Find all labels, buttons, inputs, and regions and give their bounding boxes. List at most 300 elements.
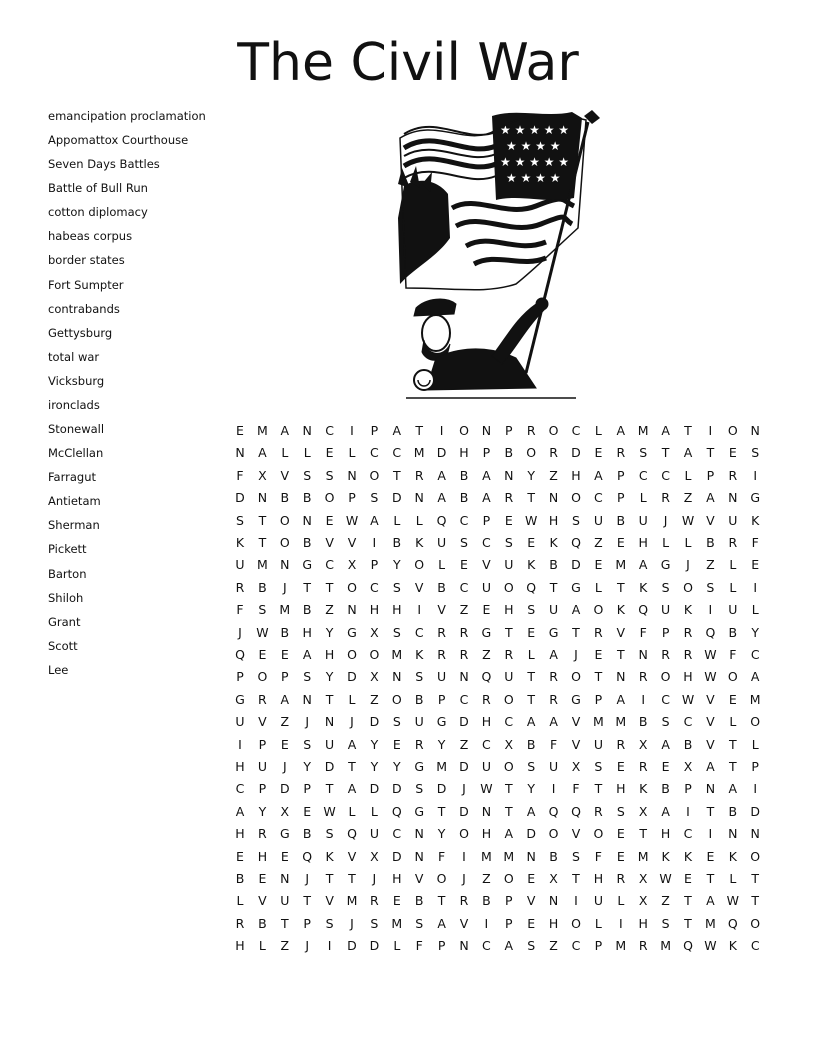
grid-letter: M (256, 557, 268, 573)
grid-letter: Y (370, 736, 379, 752)
word-list-item: Appomattox Courthouse (48, 133, 189, 148)
grid-letter: P (258, 781, 267, 797)
grid-letter: Q (347, 826, 357, 842)
grid-letter: S (415, 781, 424, 797)
grid-letter: L (594, 579, 602, 595)
grid-letter: O (750, 915, 761, 931)
grid-letter: J (686, 557, 690, 573)
grid-letter: W (704, 669, 717, 685)
grid-letter: Y (325, 669, 334, 685)
grid-letter: S (325, 826, 334, 842)
grid-letter: V (482, 557, 491, 573)
grid-letter: B (459, 467, 469, 483)
grid-letter: Y (437, 826, 446, 842)
page-title: The Civil War (237, 33, 579, 93)
grid-letter: E (258, 647, 267, 662)
grid-letter: L (281, 445, 289, 461)
grid-letter: Q (526, 579, 537, 595)
grid-letter: V (706, 714, 715, 730)
grid-letter: I (753, 579, 758, 595)
grid-letter: K (616, 602, 625, 618)
grid-letter: H (616, 781, 626, 797)
grid-letter: E (280, 848, 289, 864)
grid-letter: K (639, 781, 648, 797)
grid-letter: F (437, 848, 446, 864)
grid-letter: M (436, 759, 447, 774)
grid-letter: U (369, 826, 379, 842)
grid-letter: N (302, 512, 312, 528)
grid-letter: M (346, 893, 358, 909)
grid-letter: R (414, 467, 424, 483)
grid-letter: R (594, 624, 603, 640)
grid-letter: R (661, 490, 670, 506)
grid-letter: G (235, 691, 245, 707)
grid-letter: E (527, 915, 536, 931)
grid-letter: L (393, 938, 401, 954)
grid-letter: F (549, 736, 558, 752)
grid-letter: S (572, 512, 580, 528)
grid-letter: O (727, 423, 738, 438)
grid-letter: I (618, 915, 623, 931)
grid-letter: C (482, 938, 491, 954)
grid-letter: S (415, 915, 424, 931)
grid-letter: U (593, 736, 603, 752)
grid-letter: V (571, 826, 581, 842)
grid-letter: P (661, 624, 670, 640)
grid-letter: G (347, 624, 357, 640)
grid-letter: O (503, 691, 514, 707)
grid-letter: V (706, 512, 715, 528)
grid-letter: N (750, 423, 760, 438)
grid-letter: E (594, 445, 603, 461)
word-list-item: Lee (48, 662, 69, 677)
grid-letter: S (258, 602, 267, 618)
grid-letter: A (280, 423, 290, 438)
grid-letter: W (323, 803, 336, 819)
grid-letter: P (684, 781, 692, 797)
word-list-item: Sherman (48, 518, 100, 533)
grid-letter: C (661, 691, 670, 707)
grid-letter: T (527, 669, 535, 685)
grid-letter: P (258, 736, 267, 752)
grid-letter: E (728, 691, 737, 707)
grid-letter: O (750, 714, 761, 730)
grid-letter: J (574, 647, 578, 662)
grid-letter: M (279, 602, 291, 618)
grid-letter: G (660, 557, 671, 573)
grid-letter: O (279, 535, 290, 550)
grid-letter: N (257, 490, 268, 506)
grid-letter: A (661, 803, 670, 819)
grid-letter: M (660, 938, 671, 954)
grid-letter: A (235, 803, 245, 819)
grid-letter: W (256, 624, 269, 640)
grid-letter: E (392, 736, 401, 752)
grid-letter: E (325, 445, 334, 461)
grid-letter: V (616, 624, 626, 640)
grid-letter: N (392, 669, 402, 685)
word-list-item: Seven Days Battles (48, 157, 160, 172)
grid-letter: O (436, 871, 447, 886)
grid-letter: J (305, 714, 310, 730)
grid-letter: H (392, 602, 402, 618)
grid-letter: R (638, 759, 648, 774)
grid-letter: L (348, 803, 356, 819)
grid-letter: Q (683, 938, 693, 954)
grid-letter: S (236, 512, 244, 528)
grid-letter: D (235, 490, 245, 506)
grid-letter: F (415, 938, 423, 954)
grid-letter: P (437, 938, 446, 954)
grid-letter: V (437, 602, 446, 618)
grid-letter: A (549, 647, 558, 662)
grid-letter: S (303, 467, 312, 483)
grid-letter: E (527, 871, 536, 886)
word-list-item: Barton (48, 566, 87, 581)
word-list-item: Farragut (48, 470, 97, 485)
grid-letter: H (235, 826, 245, 842)
grid-letter: H (459, 445, 469, 461)
grid-letter: O (660, 669, 671, 685)
word-list-item: McClellan (48, 446, 104, 461)
grid-letter: H (593, 871, 604, 886)
grid-letter: C (571, 423, 581, 438)
grid-letter: X (258, 467, 267, 483)
grid-letter: B (437, 579, 446, 595)
grid-letter: E (751, 557, 760, 573)
grid-letter: B (280, 490, 290, 506)
grid-letter: I (708, 826, 713, 842)
soldier-with-flag-illustration (396, 108, 606, 406)
grid-letter: T (437, 893, 446, 909)
grid-letter: H (302, 624, 312, 640)
grid-letter: A (526, 803, 536, 819)
grid-letter: A (706, 759, 715, 774)
grid-letter: R (370, 893, 379, 909)
grid-letter: C (504, 714, 514, 730)
grid-letter: U (325, 736, 335, 752)
grid-letter: Q (235, 647, 245, 662)
grid-letter: U (257, 759, 267, 774)
grid-letter: P (370, 423, 379, 438)
grid-letter: A (616, 423, 626, 438)
grid-letter: N (414, 490, 424, 506)
grid-letter: K (683, 602, 693, 618)
grid-letter: O (324, 490, 335, 506)
grid-letter: R (526, 423, 536, 438)
grid-letter: D (571, 445, 581, 461)
grid-letter: U (504, 557, 514, 573)
grid-letter: W (480, 781, 493, 797)
grid-letter: O (369, 467, 380, 483)
grid-letter: C (235, 781, 245, 797)
grid-letter: R (258, 826, 267, 842)
grid-letter: S (594, 759, 603, 774)
grid-letter: R (459, 647, 469, 662)
grid-letter: C (459, 512, 469, 528)
grid-letter: T (684, 915, 692, 931)
grid-letter: S (504, 535, 513, 550)
grid-letter: T (303, 579, 311, 595)
grid-letter: O (279, 512, 290, 528)
word-list-item: habeas corpus (48, 229, 133, 244)
grid-letter: B (302, 535, 312, 550)
grid-letter: I (327, 938, 332, 954)
grid-letter: S (415, 669, 424, 685)
grid-letter: R (549, 691, 558, 707)
grid-letter: M (391, 647, 403, 662)
grid-letter: L (348, 691, 356, 707)
grid-letter: O (459, 826, 469, 842)
grid-letter: I (574, 893, 578, 909)
grid-letter: I (372, 535, 377, 550)
grid-letter: V (706, 736, 715, 752)
grid-letter: O (683, 579, 693, 595)
grid-letter: S (527, 938, 536, 954)
grid-letter: T (684, 893, 692, 909)
grid-letter: B (728, 803, 738, 819)
grid-letter: E (661, 759, 670, 774)
grid-letter: P (706, 467, 715, 483)
grid-letter: H (369, 602, 380, 618)
grid-letter: K (683, 848, 693, 864)
grid-letter: T (325, 691, 334, 707)
grid-letter: D (436, 781, 447, 797)
grid-letter: R (549, 445, 558, 461)
grid-letter: A (661, 736, 670, 752)
grid-letter: I (686, 803, 690, 819)
grid-letter: Z (280, 714, 290, 730)
grid-letter: R (638, 669, 648, 685)
grid-letter: D (391, 781, 402, 797)
grid-letter: E (616, 535, 625, 550)
grid-letter: Q (548, 803, 559, 819)
grid-letter: B (526, 736, 536, 752)
grid-letter: O (727, 669, 738, 685)
grid-letter: X (280, 803, 290, 819)
grid-letter: C (750, 938, 760, 954)
grid-letter: L (662, 535, 670, 550)
grid-letter: F (594, 848, 602, 864)
grid-letter: T (549, 579, 558, 595)
word-list-item: contrabands (48, 301, 120, 316)
grid-letter: Z (661, 893, 670, 909)
grid-letter: L (348, 445, 356, 461)
grid-letter: T (325, 781, 334, 797)
grid-letter: A (370, 512, 379, 528)
grid-letter: L (303, 445, 311, 461)
grid-letter: A (437, 490, 446, 506)
grid-letter: N (414, 848, 424, 864)
grid-letter: S (751, 445, 760, 461)
grid-letter: K (527, 557, 536, 573)
grid-letter: Q (481, 669, 492, 685)
grid-letter: H (638, 535, 648, 550)
grid-letter: X (638, 893, 648, 909)
grid-letter: Y (437, 736, 446, 752)
grid-letter: X (638, 871, 648, 886)
grid-letter: S (392, 624, 401, 640)
grid-letter: F (236, 602, 244, 618)
grid-letter: A (504, 826, 514, 842)
grid-letter: N (728, 826, 738, 842)
grid-letter: H (504, 602, 514, 618)
grid-letter: Q (727, 915, 738, 931)
grid-letter: K (751, 512, 760, 528)
grid-letter: I (753, 781, 758, 797)
grid-letter: R (616, 736, 626, 752)
grid-letter: I (708, 423, 713, 438)
grid-letter: J (282, 759, 287, 774)
grid-letter: L (594, 915, 602, 931)
word-list-item: Vicksburg (48, 373, 105, 388)
grid-letter: W (726, 893, 739, 909)
grid-letter: N (728, 490, 738, 506)
grid-letter: V (280, 467, 290, 483)
grid-letter: A (392, 423, 402, 438)
grid-letter: T (303, 893, 311, 909)
grid-letter: Z (482, 647, 491, 662)
grid-letter: R (683, 624, 693, 640)
grid-letter: T (527, 490, 535, 506)
grid-letter: Q (391, 803, 402, 819)
grid-letter: T (504, 803, 513, 819)
grid-letter: L (729, 579, 737, 595)
grid-letter: T (437, 803, 446, 819)
grid-letter: T (728, 759, 737, 774)
grid-letter: R (616, 445, 626, 461)
grid-letter: H (548, 915, 559, 931)
grid-letter: C (683, 826, 693, 842)
grid-letter: N (280, 557, 290, 573)
grid-letter: L (729, 714, 737, 730)
grid-letter: E (684, 871, 692, 886)
grid-letter: T (616, 647, 625, 662)
grid-letter: D (369, 714, 380, 730)
grid-letter: N (705, 781, 716, 797)
word-list-item: Scott (48, 638, 78, 653)
grid-letter: T (392, 467, 401, 483)
grid-letter: B (683, 736, 693, 752)
grid-letter: R (258, 691, 267, 707)
grid-letter: T (751, 893, 759, 909)
word-list-item: Pickett (48, 542, 87, 557)
grid-letter: E (616, 759, 625, 774)
grid-letter: L (684, 467, 692, 483)
grid-letter: R (549, 669, 558, 685)
grid-letter: T (728, 736, 737, 752)
grid-letter: O (414, 557, 425, 573)
grid-letter: Z (594, 535, 603, 550)
grid-letter: F (729, 647, 737, 662)
grid-letter: I (238, 736, 242, 752)
svg-text:★ ★ ★ ★: ★ ★ ★ ★ (506, 139, 561, 153)
grid-letter: S (325, 915, 334, 931)
grid-letter: A (347, 736, 357, 752)
grid-letter: P (348, 490, 356, 506)
grid-letter: P (303, 781, 311, 797)
grid-letter: Q (571, 535, 581, 550)
grid-letter: E (527, 535, 536, 550)
grid-letter: V (258, 893, 267, 909)
grid-letter: E (504, 512, 513, 528)
grid-letter: Z (280, 938, 290, 954)
grid-letter: J (462, 781, 466, 797)
grid-letter: Y (527, 467, 535, 483)
grid-letter: K (415, 647, 424, 662)
grid-letter: V (571, 714, 581, 730)
grid-letter: U (593, 512, 603, 528)
word-list-item: Antietam (48, 494, 101, 509)
grid-letter: D (391, 848, 402, 864)
grid-letter: E (616, 848, 625, 864)
grid-letter: B (302, 602, 312, 618)
grid-letter: D (369, 938, 380, 954)
grid-letter: S (661, 714, 670, 730)
grid-letter: F (751, 535, 759, 550)
grid-letter: H (235, 759, 245, 774)
word-list-item: ironclads (48, 397, 100, 412)
grid-letter: C (750, 647, 760, 662)
grid-letter: L (527, 647, 535, 662)
grid-letter: O (257, 669, 268, 685)
grid-letter: L (684, 535, 692, 550)
grid-letter: H (392, 871, 402, 886)
grid-letter: R (235, 579, 245, 595)
grid-letter: N (750, 826, 760, 842)
grid-letter: P (505, 915, 513, 931)
grid-letter: Z (549, 938, 558, 954)
grid-letter: C (683, 714, 693, 730)
grid-letter: A (504, 938, 514, 954)
grid-letter: E (236, 848, 244, 864)
grid-letter: D (391, 490, 402, 506)
grid-letter: R (459, 624, 469, 640)
grid-letter: N (616, 669, 626, 685)
grid-letter: V (414, 579, 424, 595)
grid-letter: B (235, 871, 245, 886)
grid-letter: H (660, 826, 671, 842)
grid-letter: S (392, 714, 401, 730)
grid-letter: W (681, 512, 695, 528)
grid-letter: A (616, 691, 626, 707)
grid-letter: D (571, 557, 581, 573)
grid-letter: L (594, 423, 602, 438)
grid-letter: E (594, 557, 603, 573)
grid-letter: O (369, 647, 380, 662)
grid-letter: S (661, 915, 670, 931)
grid-letter: L (729, 557, 737, 573)
grid-letter: N (302, 691, 312, 707)
grid-letter: W (704, 938, 717, 954)
grid-letter: S (460, 535, 468, 550)
grid-letter: U (481, 759, 491, 774)
grid-letter: A (571, 602, 581, 618)
grid-letter: M (615, 557, 627, 573)
grid-letter: I (439, 423, 444, 438)
grid-letter: V (571, 736, 581, 752)
grid-letter: V (347, 848, 357, 864)
grid-letter: M (637, 423, 649, 438)
grid-letter: G (436, 714, 447, 730)
grid-letter: E (258, 871, 267, 886)
word-list-item: total war (48, 349, 100, 364)
grid-letter: L (393, 512, 401, 528)
grid-letter: R (459, 893, 469, 909)
grid-letter: O (347, 647, 357, 662)
grid-letter: G (279, 826, 290, 842)
grid-letter: S (303, 736, 312, 752)
